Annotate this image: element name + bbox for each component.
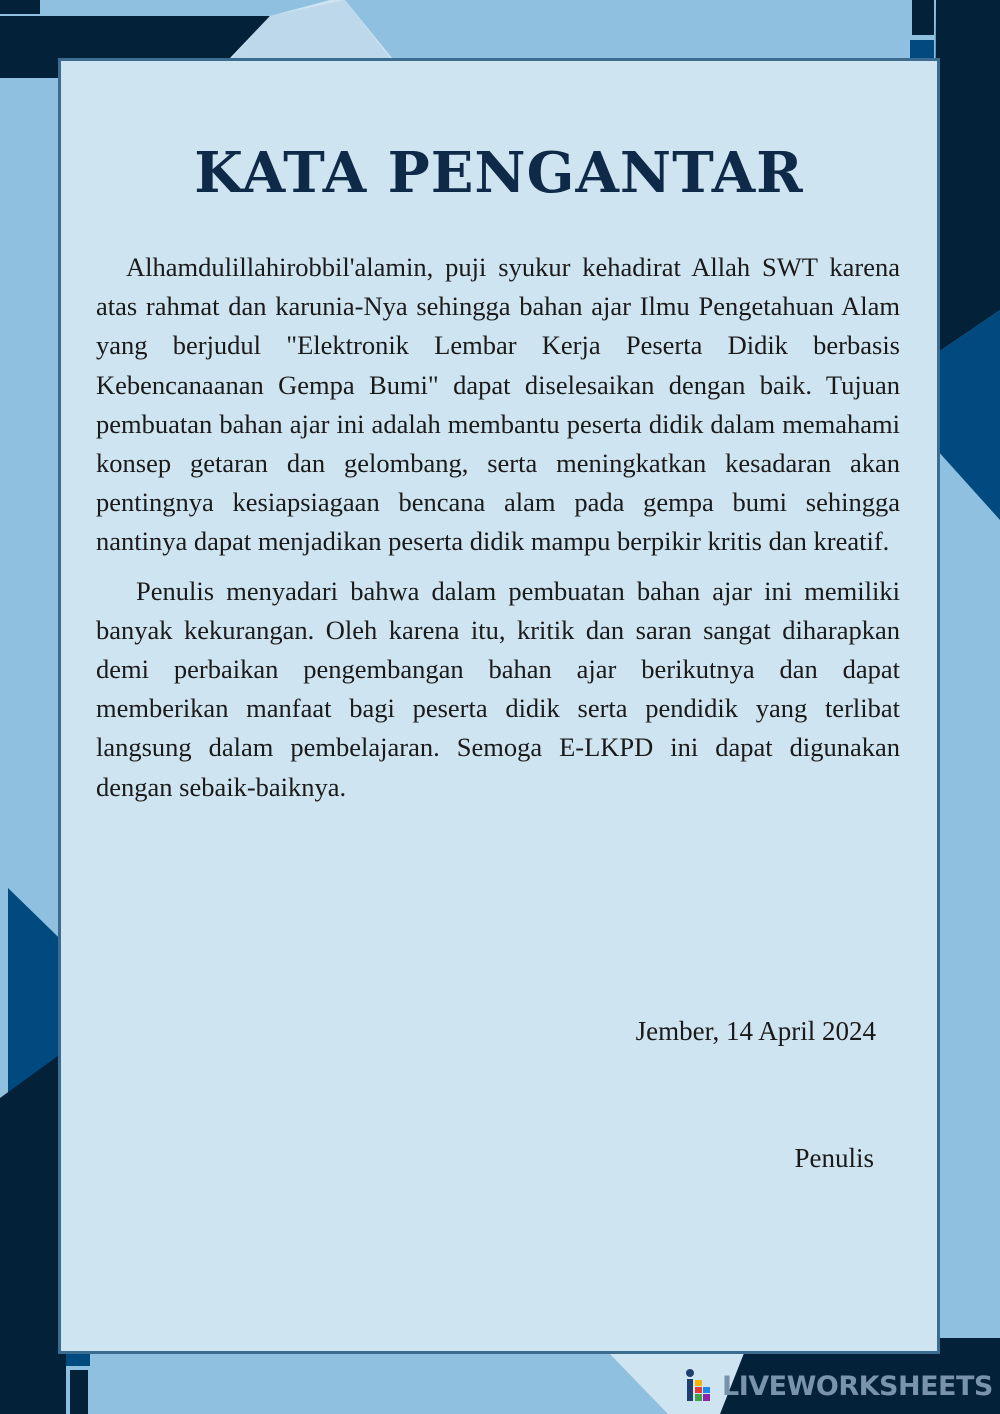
- author-signature: Penulis: [794, 1143, 874, 1173]
- paragraph-2: Penulis menyadari bahwa dalam pembuatan bahan ajar ini memiliki banyak kekurangan. Oleh karena itu, kritik dan saran sangat diharapkan demi perbaikan pengembangan bahan ajar berikutnya dan dapat memberikan manfaat bagi peserta didik serta pendidik yang terlibat langsung dalam pembelajaran. Semoga E-LKPD ini dapat digunakan dengan sebaik-baiknya.: [96, 575, 900, 802]
- page-title: KATA PENGANTAR: [194, 140, 804, 206]
- paragraph-1: Alhamdulillahirobbil'alamin, puji syukur kehadirat Allah SWT karena atas rahmat dan karunia-Nya sehingga bahan ajar Ilmu Pengetahuan Alam yang berjudul "Elektronik Lembar Kerja Peserta Didik berbasis Kebencanaanan Gempa Bumi" dapat diselesaikan dengan baik. Tujuan pembuatan bahan ajar ini adalah membantu peserta didik dalam memahami konsep getaran dan gelombang, serta meningkatkan kesadaran akan pentingnya kesiapsiagaan bencana alam pada gempa bumi sehingga nantinya dapat menjadikan peserta didik mampu berpikir kritis dan kreatif.: [96, 252, 900, 557]
- liveworksheets-watermark[interactable]: [684, 1366, 994, 1406]
- watermark-text: LIVEWORKSHEETS: [722, 1370, 993, 1402]
- place-date: Jember, 14 April 2024: [635, 1016, 876, 1046]
- liveworksheets-logo-icon: [684, 1368, 720, 1404]
- body-text: [96, 248, 900, 807]
